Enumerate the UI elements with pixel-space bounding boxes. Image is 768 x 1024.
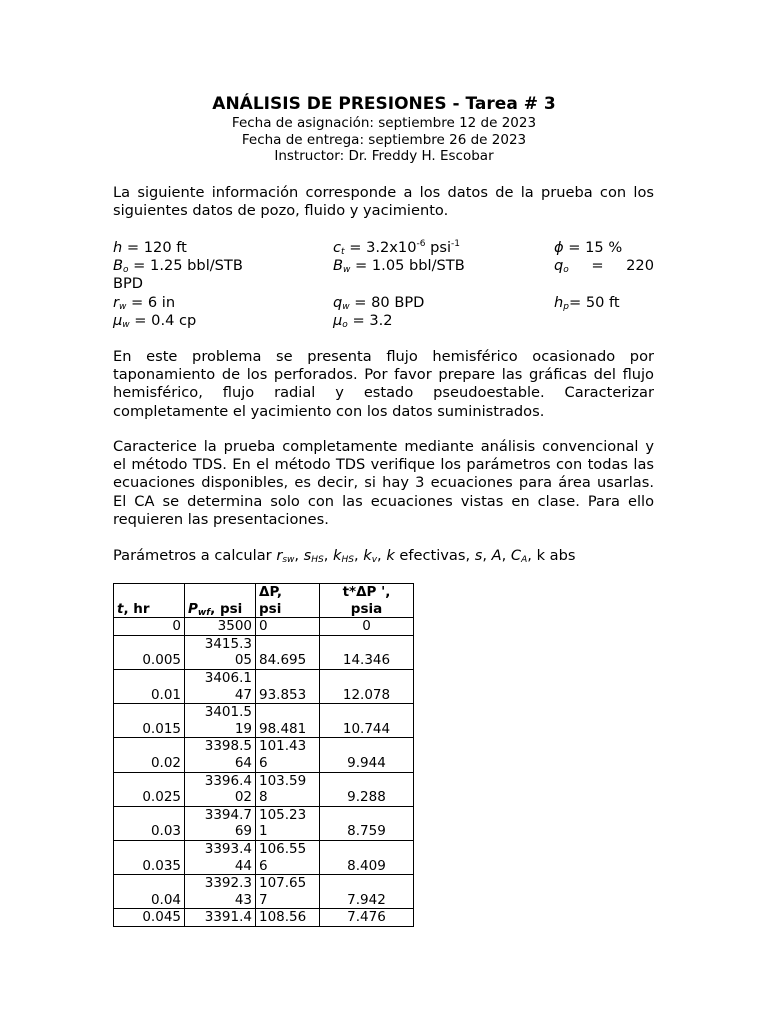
cell-t-delta-p: 8.759 bbox=[320, 806, 414, 840]
cell-delta-p: 84.695 bbox=[256, 635, 320, 669]
cell-time: 0.02 bbox=[114, 738, 185, 772]
cell-time: 0.01 bbox=[114, 669, 185, 703]
cell-time: 0.03 bbox=[114, 806, 185, 840]
cell-pwf: 3415.3 05 bbox=[185, 635, 256, 669]
cell-time: 0.005 bbox=[114, 635, 185, 669]
instructor: Instructor: Dr. Freddy H. Escobar bbox=[274, 148, 494, 164]
page-title: ANÁLISIS DE PRESIONES - Tarea # 3 bbox=[212, 94, 556, 114]
cell-pwf: 3394.7 69 bbox=[185, 806, 256, 840]
cell-delta-p: 105.23 1 bbox=[256, 806, 320, 840]
cell-pwf: 3392.3 43 bbox=[185, 875, 256, 909]
cell-t-delta-p: 0 bbox=[320, 618, 414, 636]
assignment-date: Fecha de asignación: septiembre 12 de 2023 bbox=[231, 115, 537, 131]
cell-delta-p: 106.55 6 bbox=[256, 840, 320, 874]
header-pwf: $P_{wf}$, psi bbox=[185, 584, 256, 618]
param-row-4 bbox=[113, 312, 654, 330]
cell-pwf: 3406.1 47 bbox=[185, 669, 256, 703]
cell-delta-p: 98.481 bbox=[256, 704, 320, 738]
cell-time: 0 bbox=[114, 618, 185, 636]
cell-t-delta-p: 10.744 bbox=[320, 704, 414, 738]
param-h: h = 120 ft bbox=[113, 239, 187, 256]
header-delta-p: ΔP, psi bbox=[256, 584, 320, 618]
table-body bbox=[114, 618, 414, 927]
header-t-delta-p: t*ΔP ', psia bbox=[320, 584, 414, 618]
table-row bbox=[114, 635, 414, 669]
cell-delta-p: 93.853 bbox=[256, 669, 320, 703]
table-row bbox=[114, 669, 414, 703]
param-muo: $\mu_o = 3.2$ bbox=[333, 311, 393, 330]
param-bo: $B_o = 1.25$ bbl/STB bbox=[113, 257, 243, 276]
cell-pwf: 3391.4 bbox=[185, 909, 256, 927]
param-row-2-wrap bbox=[113, 275, 654, 293]
cell-time: 0.04 bbox=[114, 875, 185, 909]
table-row bbox=[114, 772, 414, 806]
cell-delta-p: 103.59 8 bbox=[256, 772, 320, 806]
table-row bbox=[114, 704, 414, 738]
cell-delta-p: 0 bbox=[256, 618, 320, 636]
param-qo-unit: BPD bbox=[113, 275, 144, 293]
cell-t-delta-p: 12.078 bbox=[320, 669, 414, 703]
cell-t-delta-p: 9.944 bbox=[320, 738, 414, 772]
cell-delta-p: 108.56 bbox=[256, 909, 320, 927]
table-row bbox=[114, 806, 414, 840]
cell-t-delta-p: 8.409 bbox=[320, 840, 414, 874]
cell-t-delta-p: 7.942 bbox=[320, 875, 414, 909]
param-qo: $q_o$ = 220 bbox=[554, 257, 654, 276]
intro-paragraph: La siguiente información corresponde a los datos de la prueba con los siguientes datos de pozo, fluido y yacimiento. bbox=[113, 184, 654, 220]
header-time: t, hr bbox=[114, 584, 185, 618]
param-rw: $r_w = 6$ in bbox=[113, 293, 176, 312]
table-row bbox=[114, 840, 414, 874]
table-header-row bbox=[114, 584, 414, 618]
cell-pwf: 3396.4 02 bbox=[185, 772, 256, 806]
cell-delta-p: 107.65 7 bbox=[256, 875, 320, 909]
parameters-to-calculate: Parámetros a calcular $r_{sw}$, $s_{HS}$, $k_{HS}$, $k_v$, k efectivas, s, A, $C_A$, k abs bbox=[113, 547, 576, 565]
cell-time: 0.035 bbox=[114, 840, 185, 874]
cell-time: 0.015 bbox=[114, 704, 185, 738]
table-row bbox=[114, 909, 414, 927]
cell-t-delta-p: 9.288 bbox=[320, 772, 414, 806]
cell-pwf: 3398.5 64 bbox=[185, 738, 256, 772]
cell-time: 0.045 bbox=[114, 909, 185, 927]
param-row-2 bbox=[113, 257, 654, 275]
param-qw: $q_w = 80$ BPD bbox=[333, 293, 425, 312]
problem-paragraph: En este problema se presenta flujo hemisférico ocasionado por taponamiento de los perforados. Por favor prepare las gráficas del flujo hemisférico, flujo radial y estado pseudoestable. Caracterizar completamente el yacimiento con los datos suministrados. bbox=[113, 348, 654, 420]
param-phi: ϕ = 15 % bbox=[554, 239, 623, 256]
due-date: Fecha de entrega: septiembre 26 de 2023 bbox=[241, 131, 527, 148]
param-muw: $\mu_w = 0.4$ cp bbox=[113, 311, 197, 330]
document-header bbox=[0, 93, 768, 165]
instructions-paragraph: Caracterice la prueba completamente mediante análisis convencional y el método TDS. En el método TDS verifique los parámetros con todas las ecuaciones disponibles, es decir, si hay 3 ecuaciones para área usarlas. El CA se determina solo con las ecuaciones vistas en clase. Para ello requieren las presentaciones. bbox=[113, 438, 654, 528]
table-row bbox=[114, 738, 414, 772]
cell-t-delta-p: 14.346 bbox=[320, 635, 414, 669]
param-hp: $h_p= 50$ ft bbox=[554, 293, 620, 312]
pressure-data-table bbox=[113, 583, 414, 927]
parameters-block bbox=[113, 239, 654, 330]
param-ct: $c_t = 3.2x10^{-6}$ psi$^{-1}$ bbox=[333, 239, 461, 257]
cell-time: 0.025 bbox=[114, 772, 185, 806]
param-row-1 bbox=[113, 239, 654, 257]
cell-pwf: 3401.5 19 bbox=[185, 704, 256, 738]
table-row bbox=[114, 875, 414, 909]
param-row-3 bbox=[113, 294, 654, 312]
cell-pwf: 3500 bbox=[185, 618, 256, 636]
cell-delta-p: 101.43 6 bbox=[256, 738, 320, 772]
cell-t-delta-p: 7.476 bbox=[320, 909, 414, 927]
param-bw: $B_w = 1.05$ bbl/STB bbox=[333, 257, 465, 276]
cell-pwf: 3393.4 44 bbox=[185, 840, 256, 874]
table-row bbox=[114, 618, 414, 636]
